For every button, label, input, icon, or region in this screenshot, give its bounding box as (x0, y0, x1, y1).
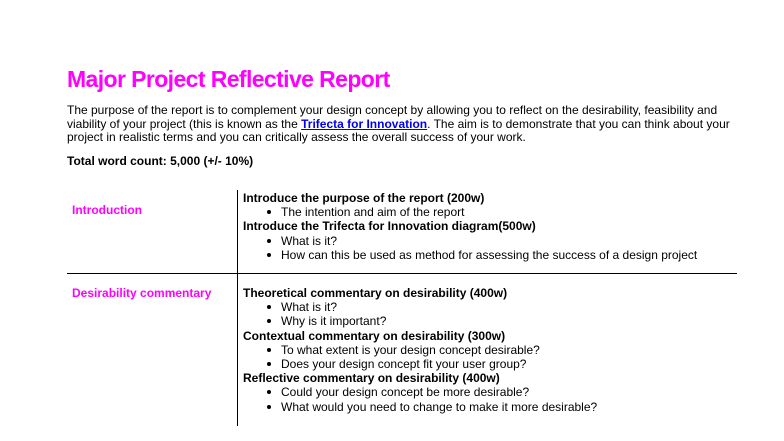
word-count: Total word count: 5,000 (+/- 10%) (67, 154, 254, 168)
bullet-list (243, 385, 733, 413)
group-heading: Theoretical commentary on desirability (400w) (243, 286, 508, 300)
intro-paragraph (67, 104, 737, 145)
list-item: The intention and aim of the report (243, 205, 733, 219)
list-item: What is it? (243, 300, 733, 314)
list-item: Could your design concept be more desirable? (243, 385, 733, 399)
list-item: To what extent is your design concept desirable? (243, 343, 733, 357)
page-title: Major Project Reflective Report (67, 66, 390, 92)
section-label-desirability: Desirability commentary (72, 286, 212, 300)
group-heading: Reflective commentary on desirability (400w) (243, 371, 500, 386)
list-item: Does your design concept fit your user group? (243, 357, 733, 371)
section-label-introduction: Introduction (72, 203, 142, 217)
section-content-introduction (243, 191, 733, 262)
bullet-list (243, 300, 733, 328)
list-item: What is it? (243, 234, 733, 248)
section-content-desirability (243, 286, 733, 414)
intro-text-before: The purpose of the report is to complement your design concept by allowing you to reflect on the desirability, feasibility and viability of your project (this is known as the (67, 103, 718, 131)
list-item: What would you need to change to make it more desirable? (243, 400, 733, 414)
trifecta-link[interactable]: Trifecta for Innovation (301, 116, 428, 131)
list-item: Why is it important? (243, 314, 733, 328)
list-item: How can this be used as method for assessing the success of a design project (243, 248, 733, 262)
bullet-list (243, 234, 733, 262)
group-heading: Introduce the purpose of the report (200w) (243, 191, 485, 205)
table-row-divider (67, 273, 737, 274)
bullet-list (243, 343, 733, 371)
table-column-divider (237, 190, 238, 426)
group-heading: Contextual commentary on desirability (300w) (243, 328, 506, 343)
intro-text-after: . The aim is to demonstrate that you can think about your project in realistic terms and you can critically assess the overall success of your work. (67, 116, 730, 144)
bullet-list (243, 205, 733, 219)
group-heading: Introduce the Trifecta for Innovation diagram(500w) (243, 219, 536, 234)
